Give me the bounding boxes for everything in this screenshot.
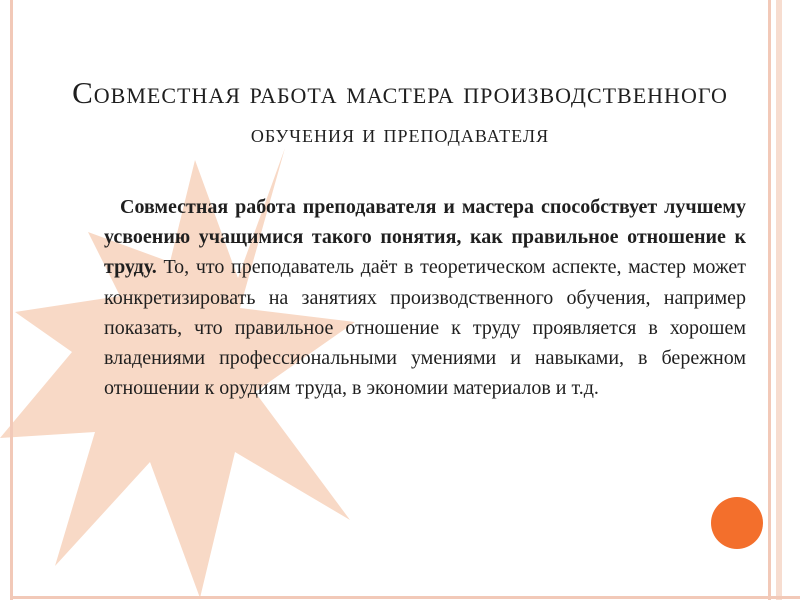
body-regular-text: То, что преподаватель даёт в теоретическом аспекте, мастер может конкретизировать на занятиях производственного обучения, например показать, что правильное отношение к труду проявляется в хорошем владениями профессиональными умениями и навыками, в бережном отношении к орудиям труда, в экономии материалов и т.д. bbox=[104, 256, 746, 400]
frame-line-bottom bbox=[10, 596, 800, 599]
bullet-icon bbox=[36, 198, 60, 222]
title-line-2: обучения и преподавателя bbox=[250, 121, 550, 148]
frame-line-left bbox=[10, 0, 13, 600]
title-line-1: Совместная работа мастера производственного bbox=[72, 75, 728, 110]
body-bold-text: Совместная работа преподавателя и мастера способствует лучшему усвоению учащимися такого понятия, как правильное отношение к труду. bbox=[104, 196, 746, 279]
orange-circle-decoration bbox=[711, 497, 763, 549]
slide-title bbox=[30, 72, 770, 156]
body-paragraph bbox=[104, 192, 746, 403]
frame-line-right-outer bbox=[776, 0, 782, 600]
